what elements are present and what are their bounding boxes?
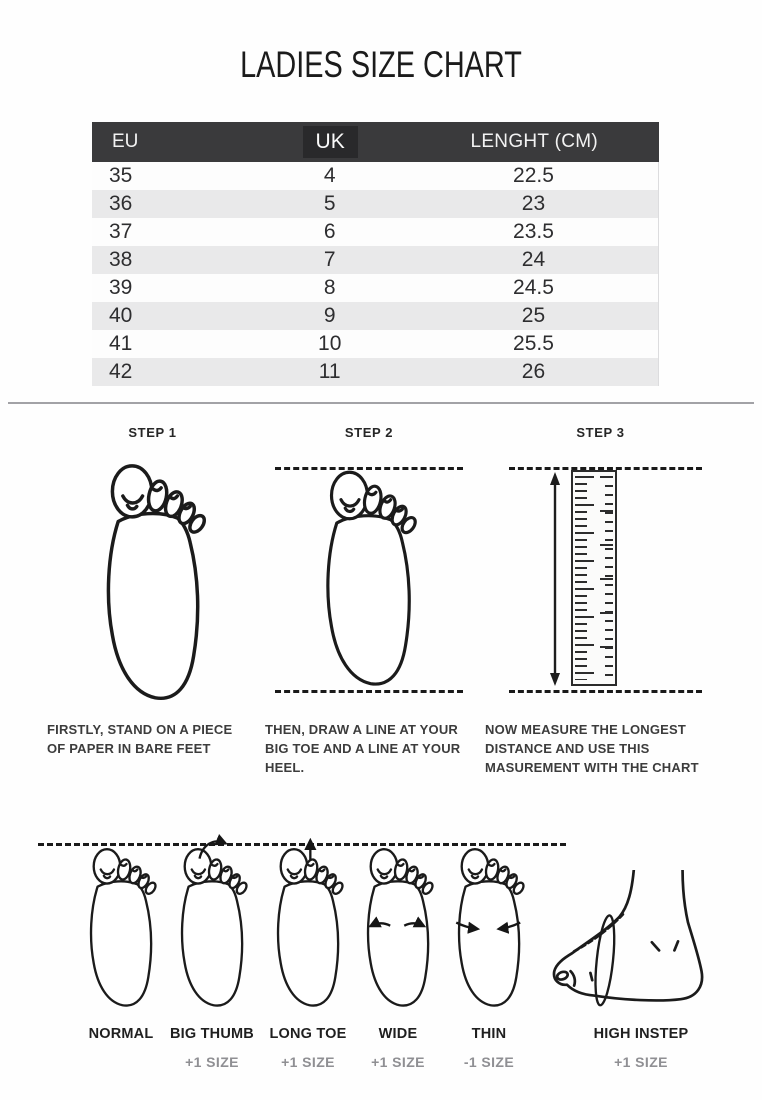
wide-foot-illustration [359,846,437,1010]
foot-type-note: -1 SIZE [463,1054,515,1070]
uk-highlight-box: UK [303,126,358,158]
size-table-body [92,162,659,386]
table-cell: 9 [323,304,336,327]
size-table [92,122,659,386]
step-2-label: STEP 2 [344,425,394,440]
table-row [92,330,659,358]
table-cell: 4 [323,164,336,187]
section-divider [8,402,754,404]
step-2-instruction: THEN, DRAW A LINE AT YOUR BIG TOE AND A LINE AT YOUR HEEL. [265,722,461,775]
foot-type-wide [350,846,446,1086]
foot-type-label: LONG TOE [269,1026,347,1042]
foot-type-label: WIDE [378,1026,418,1042]
table-cell: 24.5 [513,276,554,299]
high-instep-foot-illustration [550,870,732,1010]
big-thumb-foot-illustration [173,846,251,1010]
table-cell: 41 [109,332,133,355]
ruler-illustration [571,470,617,686]
table-cell: 38 [109,248,133,271]
header-cell-length: LENGHT (CM) [470,131,598,152]
table-row [92,274,659,302]
normal-foot-illustration [82,846,160,1010]
foot-type-normal [73,846,169,1086]
ruler-major-ticks-left [575,476,594,680]
foot-type-label: NORMAL [88,1026,154,1042]
table-cell: 42 [109,360,133,383]
foot-type-label: THIN [471,1026,507,1042]
header-cell-eu: EU [112,131,139,152]
table-cell: 36 [109,192,133,215]
heel-dashed-line [275,690,463,693]
table-cell: 22.5 [513,164,554,187]
table-cell: 37 [109,220,133,243]
step-2-column [263,420,475,820]
ruler-major-ticks-right [600,476,613,680]
header-cell-uk [303,126,358,158]
table-cell: 26 [521,360,546,383]
step-1-label: STEP 1 [128,425,177,440]
table-cell: 7 [323,248,336,271]
table-row [92,246,659,274]
table-cell: 8 [323,276,336,299]
foot-type-note: +1 SIZE [371,1054,425,1070]
table-cell: 25 [521,304,546,327]
table-cell: 23 [521,192,546,215]
foot-type-note: +1 SIZE [185,1054,239,1070]
table-cell: 40 [109,304,133,327]
page-title: LADIES SIZE CHART [240,44,522,85]
table-header-row [92,122,659,162]
table-cell: 10 [318,332,342,355]
foot-type-label: BIG THUMB [170,1026,254,1042]
table-row [92,302,659,330]
step-1-instruction: FIRSTLY, STAND ON A PIECE OF PAPER IN BARE FEET [47,722,233,756]
foot-type-big-thumb [164,846,260,1086]
measure-double-arrow-icon [547,472,563,686]
table-cell: 11 [318,360,341,383]
foot-type-label: HIGH INSTEP [593,1026,689,1042]
foot-type-high-instep [548,846,734,1086]
step-3-label: STEP 3 [576,425,625,440]
table-cell: 39 [109,276,133,299]
table-cell: 35 [109,164,133,187]
step-3-instruction: NOW MEASURE THE LONGEST DISTANCE AND USE THIS MASUREMENT WITH THE CHART [485,722,699,775]
thin-foot-illustration [450,846,528,1010]
table-cell: 5 [323,192,336,215]
table-row [92,218,659,246]
foot-type-thin [441,846,537,1086]
table-cell: 23.5 [513,220,554,243]
long-toe-foot-illustration [269,846,347,1010]
step-1-column [45,420,260,820]
foot-top-view-illustration [315,468,422,690]
step-3-column [483,420,718,820]
table-row [92,162,659,190]
table-cell: 25.5 [513,332,554,355]
heel-dashed-line [509,690,702,693]
table-row [92,190,659,218]
table-row [92,358,659,386]
table-cell: 24 [521,248,546,271]
foot-top-view-illustration [95,461,211,705]
table-cell: 6 [323,220,336,243]
foot-type-long-toe [260,846,356,1086]
foot-type-note: +1 SIZE [614,1054,668,1070]
foot-type-note: +1 SIZE [281,1054,335,1070]
